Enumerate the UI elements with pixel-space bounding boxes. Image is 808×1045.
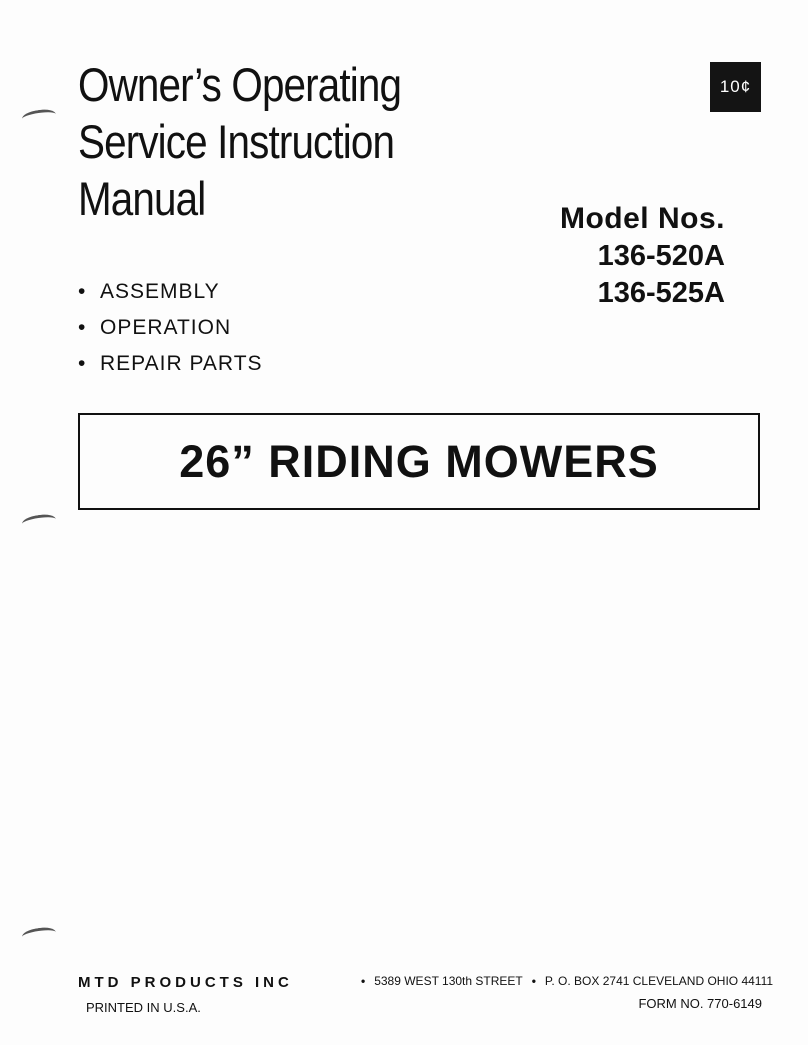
title-line-2: Service Instruction xyxy=(78,115,395,168)
bullet-icon: • xyxy=(531,974,536,988)
bullet-icon: • xyxy=(78,280,87,303)
form-number: FORM NO. 770-6149 xyxy=(638,996,762,1011)
list-item xyxy=(78,274,263,310)
list-item-label: ASSEMBLY xyxy=(100,280,220,303)
product-banner xyxy=(78,413,760,510)
bullet-icon: • xyxy=(78,316,87,339)
product-banner-text: 26” RIDING MOWERS xyxy=(179,435,659,487)
list-item-label: REPAIR PARTS xyxy=(100,352,263,375)
model-number: 136-520A xyxy=(597,240,725,272)
list-item-label: OPERATION xyxy=(100,316,232,339)
bullet-icon: • xyxy=(78,352,87,375)
model-number: 136-525A xyxy=(597,277,725,309)
company-name: MTD PRODUCTS INC xyxy=(78,974,293,991)
model-label: Model Nos. xyxy=(559,202,725,235)
po-box-address: P. O. BOX 2741 CLEVELAND OHIO 44111 xyxy=(544,974,774,988)
title-line-3: Manual xyxy=(78,172,206,225)
contents-list xyxy=(78,274,263,382)
model-numbers xyxy=(560,200,725,312)
list-item xyxy=(78,310,263,346)
punch-hole-mark xyxy=(21,108,56,126)
printed-in-note: PRINTED IN U.S.A. xyxy=(86,1000,201,1015)
list-item xyxy=(78,346,263,382)
footer xyxy=(78,968,774,1028)
street-address: 5389 WEST 130th STREET xyxy=(374,974,523,988)
price-tag: 10¢ xyxy=(710,62,761,112)
manual-title xyxy=(78,56,401,227)
company-address xyxy=(352,974,773,988)
title-line-1: Owner’s Operating xyxy=(78,58,402,111)
bullet-icon: • xyxy=(361,974,366,988)
punch-hole-mark xyxy=(21,513,56,531)
punch-hole-mark xyxy=(21,926,56,944)
